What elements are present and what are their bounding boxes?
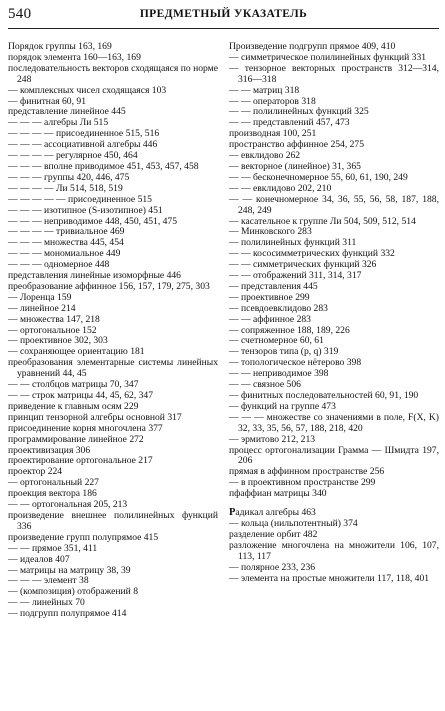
index-entry: процесс ортогонализации Грамма — Шмидта 197, 206 xyxy=(229,444,439,467)
index-entry: порядок элемента 160—163, 169 xyxy=(8,51,141,63)
index-entry: — комплексных чисел сходящаяся 103 xyxy=(8,84,167,96)
index-entry: — — бесконечномерное 55, 60, 61, 190, 249 xyxy=(229,171,408,183)
index-entry: — представления 445 xyxy=(229,280,318,292)
index-entry: — — евклидово 202, 210 xyxy=(229,182,332,194)
index-entry: — — строк матрицы 44, 45, 62, 347 xyxy=(8,390,154,401)
index-entry: последовательность векторов сходящаяся по норме 248 xyxy=(8,62,218,85)
index-entry: — — прямое 351, 411 xyxy=(8,542,98,554)
index-entry: — — — вполне приводимое 451, 453, 457, 458 xyxy=(8,160,199,172)
index-entry: — идеалов 407 xyxy=(8,553,70,565)
index-entry: — — — алгебры Ли 515 xyxy=(8,117,109,129)
index-entry: — касательное к группе Ли 504, 509, 512, 514 xyxy=(229,215,416,227)
index-entry: — векторное (линейное) 31, 365 xyxy=(229,160,361,172)
index-entry: представления линейные изоморфные 446 xyxy=(8,270,181,282)
index-entry: — счетномерное 60, 61 xyxy=(229,335,324,347)
index-entry: — — ортогональная 205, 213 xyxy=(8,499,128,511)
index-entry: разделение орбит 482 xyxy=(229,528,318,540)
index-entry: — — конечномерное 34, 36, 55, 56, 58, 187, 188, 248, 249 xyxy=(229,193,439,216)
index-entry: — эрмитово 212, 213 xyxy=(229,433,316,445)
index-entry: проектор 224 xyxy=(8,466,63,478)
index-entry: — — столбцов матрицы 70, 347 xyxy=(8,379,139,391)
index-entry: — (композиция) отображений 8 xyxy=(8,586,139,598)
index-entry: — полярное 233, 236 xyxy=(229,561,316,573)
index-entry: — — — мономиальное 449 xyxy=(8,248,121,260)
index-entry: — проективное 299 xyxy=(229,291,310,303)
index-entry: — Минковского 283 xyxy=(229,226,312,238)
index-entry: — — матриц 318 xyxy=(229,84,300,96)
page-number: 540 xyxy=(8,6,32,22)
index-entry: — тензоров типа (p, q) 319 xyxy=(229,346,339,358)
index-entry: — — представлений 457, 473 xyxy=(229,117,350,129)
index-entry: — — отображений 311, 314, 317 xyxy=(229,270,362,282)
index-entry: представление линейное 445 xyxy=(8,106,126,118)
index-entry: — полилинейных функций 311 xyxy=(229,237,357,249)
index-entry: — сохраняющее ориентацию 181 xyxy=(8,346,145,358)
index-entry: присоединение корня многочлена 377 xyxy=(8,422,163,434)
index-entry: — симметрическое полилинейных функций 331 xyxy=(229,51,427,63)
index-entry: — сопряженное 188, 189, 226 xyxy=(229,324,350,336)
index-entry: — тензорное векторных пространств 312—314, 316—318 xyxy=(229,62,439,85)
index-entry: — — — множества 445, 454 xyxy=(8,237,124,249)
index-entry: — — — — — присоединенное 515 xyxy=(8,193,152,205)
index-entry: — — — — Ли 514, 518, 519 xyxy=(8,182,123,194)
index-entry: — подгрупп полупрямое 414 xyxy=(8,608,127,620)
index-entry: — евклидово 262 xyxy=(229,150,301,162)
index-entry: — множества 147, 218 xyxy=(8,313,100,325)
index-columns xyxy=(8,42,439,620)
index-entry: разложение многочлена на множители 106, 107, 113, 117 xyxy=(229,539,439,562)
index-entry: проектирование ортогональное 217 xyxy=(8,455,153,467)
index-entry: — проективное 302, 303 xyxy=(8,335,108,347)
index-entry: — ортогональное 152 xyxy=(8,324,97,336)
index-entry: преобразование аффинное 156, 157, 179, 275, 303 xyxy=(8,280,210,292)
index-entry: — — — группы 420, 446, 475 xyxy=(8,171,130,183)
index-entry: пфаффиан матрицы 340 xyxy=(229,488,327,500)
index-entry: — — — — тривиальное 469 xyxy=(8,226,125,238)
index-entry: произведение групп полупрямое 415 xyxy=(8,531,159,543)
running-title: ПРЕДМЕТНЫЙ УКАЗАТЕЛЬ xyxy=(139,8,308,20)
index-entry: — — аффинное 283 xyxy=(229,313,311,325)
index-entry: — матрицы на матрицу 38, 39 xyxy=(8,564,131,576)
index-entry: программирование линейное 272 xyxy=(8,433,144,445)
left-index-column xyxy=(8,42,218,620)
index-entry: — функций на группе 473 xyxy=(229,400,336,412)
index-entry: — — кососимметрических функций 332 xyxy=(229,248,395,260)
index-entry: — — — неприводимое 448, 450, 451, 475 xyxy=(8,215,178,227)
index-entry: — линейное 214 xyxy=(8,302,76,314)
index-entry: преобразования элементарные системы линейных уравнений 44, 45 xyxy=(8,357,218,380)
index-entry: проективизация 306 xyxy=(8,444,91,456)
index-entry: — в проективном пространстве 299 xyxy=(229,477,376,489)
index-entry: — элемента на простые множители 117, 118, 401 xyxy=(229,572,430,584)
index-entry: Произведение подгрупп прямое 409, 410 xyxy=(229,41,396,52)
index-entry: приведение к главным осям 229 xyxy=(8,400,139,412)
index-entry: — Лоренца 159 xyxy=(8,291,72,303)
index-entry: — — неприводимое 398 xyxy=(229,368,329,380)
index-entry: произведение внешнее полилинейных функций 336 xyxy=(8,509,218,532)
page-header xyxy=(8,4,439,29)
index-entry: — ортогональный 227 xyxy=(8,477,99,489)
index-entry: — финитных последовательностей 60, 91, 190 xyxy=(229,390,419,401)
right-index-column xyxy=(229,42,439,620)
index-entry: Радикал алгебры 463 xyxy=(229,507,316,519)
index-entry: прямая в аффинном пространстве 256 xyxy=(229,466,385,478)
index-entry: производная 100, 251 xyxy=(229,128,317,140)
index-entry: Порядок группы 163, 169 xyxy=(8,41,112,52)
index-entry: — — — элемент 38 xyxy=(8,575,89,587)
index-entry: — — — изотипное (S-изотипное) 451 xyxy=(8,204,163,216)
index-entry: — — операторов 318 xyxy=(229,95,316,107)
index-entry: — — — ассоциативной алгебры 446 xyxy=(8,139,158,151)
index-entry: — — линейных 70 xyxy=(8,597,85,609)
index-entry: — — — — присоединенное 515, 516 xyxy=(8,128,160,140)
index-entry: — — полилинейных функций 325 xyxy=(229,106,369,118)
index-entry: — псевдоевклидово 283 xyxy=(229,302,328,314)
index-entry: проекция вектора 186 xyxy=(8,488,97,500)
index-entry: — финитная 60, 91 xyxy=(8,95,86,107)
index-entry: пространство аффинное 254, 275 xyxy=(229,139,365,151)
index-entry: — — — множестве со значениями в поле, F(X, K) 32, 33, 35, 56, 57, 188, 218, 420 xyxy=(229,411,439,434)
index-entry: — — симметрических функций 326 xyxy=(229,259,377,271)
index-entry: — кольца (нильпотентный) 374 xyxy=(229,517,358,529)
index-entry: — — — — регулярное 450, 464 xyxy=(8,150,138,162)
index-entry: — — — одномерное 448 xyxy=(8,259,110,271)
index-entry: — топологическое нётерово 398 xyxy=(229,357,362,369)
index-entry: принцип тензорной алгебры основной 317 xyxy=(8,411,182,423)
index-entry: — — связное 506 xyxy=(229,379,301,391)
